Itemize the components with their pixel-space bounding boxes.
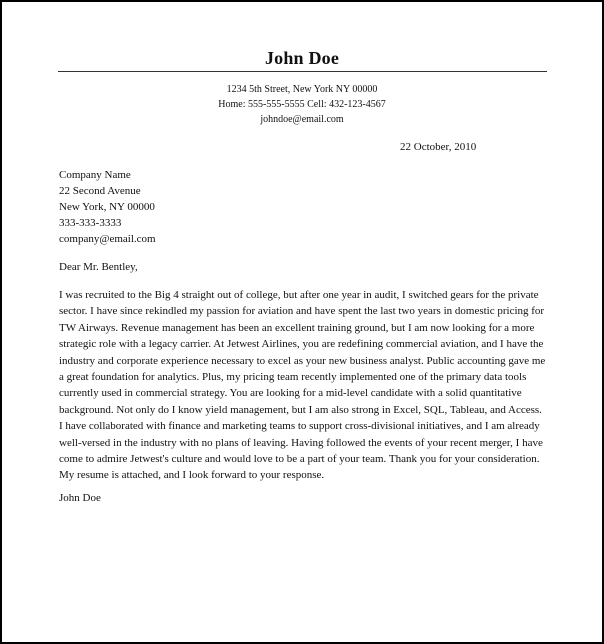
body-line: industry and corporate experience necessary to excel as your new business analyst. Public accounting gave me (59, 354, 546, 367)
letter-date: 22 October, 2010 (400, 141, 477, 153)
recipient-street: 22 Second Avenue (59, 185, 141, 197)
salutation: Dear Mr. Bentley, (59, 261, 138, 273)
recipient-email: company@email.com (59, 233, 156, 245)
header-divider (58, 71, 547, 72)
body-line: come to admire Jetwest's culture and would love to be a part of your team. Thank you for your consideration. (59, 453, 540, 466)
body-line: currently used in commercial strategy. You are looking for a mid-level candidate with a solid quantitative (59, 387, 522, 400)
recipient-block (59, 167, 156, 247)
recipient-phone: 333-333-3333 (59, 217, 122, 229)
sender-phones: Home: 555-555-5555 Cell: 432-123-4567 (218, 99, 386, 110)
signature: John Doe (59, 492, 101, 504)
body-line: strategic role with a legacy carrier. At Jetwest Airlines, you are redefining commercial aviation, and I have the (59, 338, 544, 351)
body-paragraph (59, 287, 547, 484)
body-line: I have collaborated with finance and marketing teams to support cross-divisional initiatives, and I am already (59, 420, 540, 433)
body-line: sector. I have since rekindled my passion for aviation and have spent the last two years in domestic pricing for (59, 305, 545, 318)
body-line: TW Airways. Revenue management has been an excellent training ground, but I am now looking for a more (59, 321, 535, 334)
body-line: well-versed in the industry with no plans of leaving. Having followed the events of your recent merger, I have (59, 436, 543, 449)
sender-email: johndoe@email.com (260, 114, 344, 125)
sender-name: John Doe (264, 48, 340, 68)
recipient-city: New York, NY 00000 (59, 201, 155, 213)
recipient-company: Company Name (59, 169, 131, 181)
body-line: I was recruited to the Big 4 straight out of college, but after one year in audit, I switched gears for the private (59, 289, 539, 301)
body-line: a great foundation for analytics. Plus, my pricing team recently implemented one of the primary data tools (59, 371, 527, 384)
sender-address: 1234 5th Street, New York NY 00000 (226, 84, 378, 95)
body-line: background. Not only do I know yield management, but I am also strong in Excel, SQL, Tableau, and Access. (59, 403, 542, 416)
body-line: My resume is attached, and I look forward to your response. (59, 469, 325, 482)
